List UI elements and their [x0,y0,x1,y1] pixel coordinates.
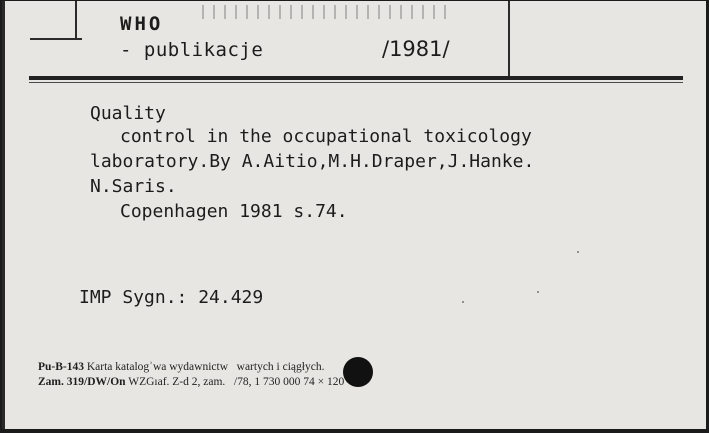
card-left-edge [2,1,5,429]
organization-name: WHO [120,13,164,35]
catalog-card [2,1,706,429]
header-rule [29,76,683,80]
call-number: IMP Sygn.: 24.429 [79,287,264,308]
series-label: - publikacje [120,39,264,61]
punch-hole [343,357,373,387]
year-code: /1981/ [382,37,450,61]
authors-line: laboratory.By A.Aitio,M.H.Draper,J.Hanke. [90,151,535,172]
header-divider [508,1,510,77]
footer-line-2-text: WZGıaf. Z-d 2, zam. /78, 1 730 000 74 × 120 [128,376,345,388]
footer-order-code: Zam. 319/DW/On [38,376,126,388]
authors-line-2: N.Saris. [90,176,177,197]
imprint-line: Copenhagen 1981 s.74. [120,201,348,222]
footer-line-1-text: Karta katalogʾwa wydawnictw wartych i ciągłych. [86,361,325,373]
title-line-2: control in the occupational toxicology [120,126,532,147]
paper-speck [577,251,579,253]
footer-form-code: Pu-B-143 [38,361,84,373]
paper-speck [537,291,539,293]
header-rule-secondary [29,82,683,83]
header-notch-line [75,1,77,39]
header-left-stub [30,38,82,40]
stamp-smudge [202,5,452,19]
paper-speck [462,301,464,303]
footer-line-2 [38,376,344,388]
footer-line-1 [38,361,324,373]
title-line-1: Quality [90,103,166,124]
